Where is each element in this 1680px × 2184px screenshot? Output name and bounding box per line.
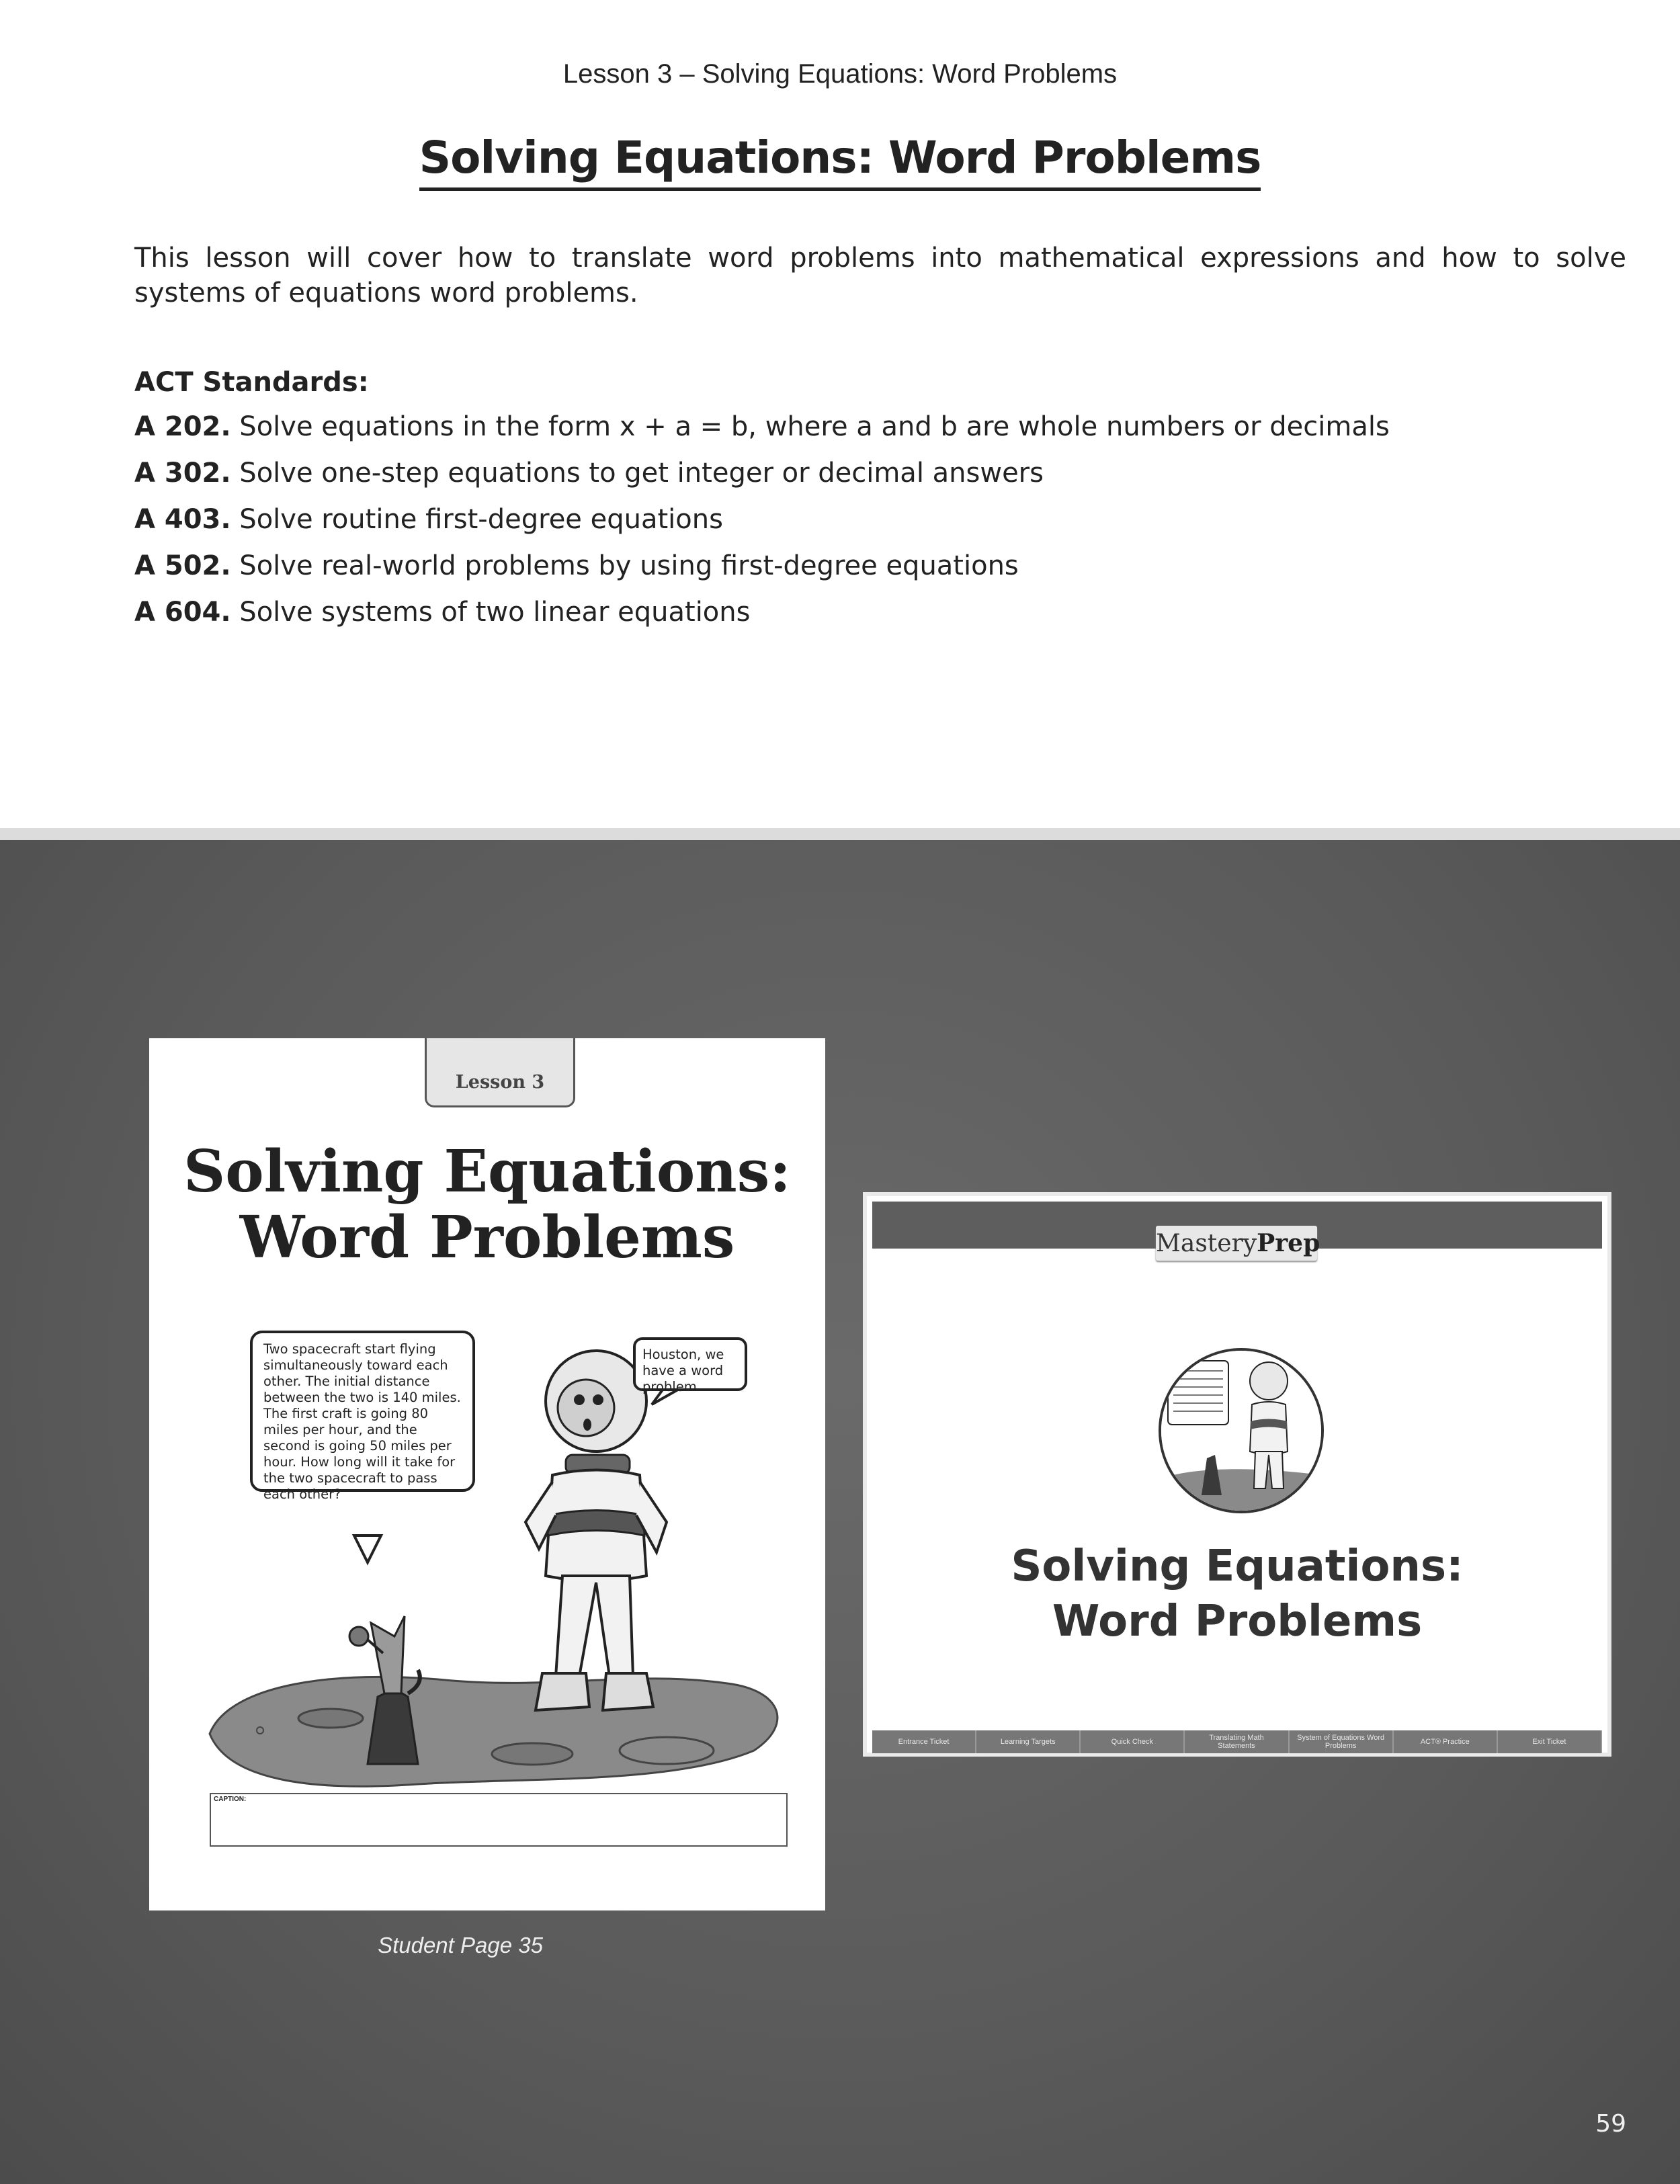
slide-title xyxy=(867,1539,1607,1649)
standard-text: Solve equations in the form x + a = b, where a and b are whole numbers or decimals xyxy=(239,411,1390,442)
standards-list xyxy=(134,410,1390,642)
running-header: Lesson 3 – Solving Equations: Word Problems xyxy=(562,59,1118,89)
student-page-label: Student Page 35 xyxy=(378,1933,543,1958)
standard-item xyxy=(134,595,1390,642)
standard-code: A 502. xyxy=(134,550,231,581)
problem-speech-bubble: Two spacecraft start flying simultaneously toward each other. The initial distance between the two is 140 miles. The first craft is going 80 miles per hour, and the second is going 50 miles per hour. How long will it take for the two spacecraft to pass each other? xyxy=(250,1331,475,1492)
slide-nav-learning-targets[interactable]: Learning Targets xyxy=(976,1730,1081,1753)
standard-text: Solve systems of two linear equations xyxy=(239,597,751,628)
standard-code: A 403. xyxy=(134,504,231,535)
standards-heading: ACT Standards: xyxy=(134,367,369,398)
slide-nav-system-of-equations[interactable]: System of Equations Word Problems xyxy=(1290,1730,1394,1753)
slide-cartoon-image xyxy=(1161,1351,1321,1511)
slide-nav-bar xyxy=(872,1730,1602,1753)
slide-thumbnail xyxy=(863,1192,1611,1757)
page-number: 59 xyxy=(1595,2110,1626,2138)
logo-text-b: Prep xyxy=(1257,1229,1320,1257)
logo-text-a: Mastery xyxy=(1156,1230,1257,1257)
caption-label: CAPTION: xyxy=(214,1796,247,1803)
page-title-wrap xyxy=(0,132,1680,191)
standard-item xyxy=(134,503,1390,549)
houston-speech-bubble: Houston, we have a word problem. xyxy=(633,1337,747,1391)
caption-box xyxy=(210,1793,788,1847)
intro-paragraph: This lesson will cover how to translate word problems into mathematical expressions and how to solve systems of equations word problems. xyxy=(134,243,1626,308)
standard-item xyxy=(134,410,1390,456)
standard-code: A 302. xyxy=(134,458,231,489)
standard-text: Solve real-world problems by using first-degree equations xyxy=(239,550,1019,581)
slide-title-line1: Solving Equations: xyxy=(1011,1542,1464,1591)
slide-cartoon-circle xyxy=(1159,1348,1324,1513)
slide-nav-entrance-ticket[interactable]: Entrance Ticket xyxy=(872,1730,976,1753)
standard-text: Solve one-step equations to get integer or decimal answers xyxy=(239,458,1044,489)
section-divider xyxy=(0,828,1680,840)
student-page-thumbnail xyxy=(149,1038,825,1910)
page-title: Solving Equations: Word Problems xyxy=(419,132,1261,191)
slide-nav-quick-check[interactable]: Quick Check xyxy=(1081,1730,1185,1753)
standard-item xyxy=(134,456,1390,503)
standard-text: Solve routine first-degree equations xyxy=(239,504,723,535)
student-page-title-line2: Word Problems xyxy=(239,1204,735,1271)
student-page-title xyxy=(149,1139,825,1271)
lesson-overview xyxy=(0,0,1680,827)
standard-code: A 604. xyxy=(134,597,231,628)
lesson-tab-label: Lesson 3 xyxy=(455,1072,545,1093)
lesson-tab xyxy=(425,1038,575,1107)
slide-nav-translating-math-statements[interactable]: Translating Math Statements xyxy=(1185,1730,1289,1753)
slide-nav-act-practice[interactable]: ACT® Practice xyxy=(1394,1730,1498,1753)
slide-nav-exit-ticket[interactable]: Exit Ticket xyxy=(1498,1730,1602,1753)
slide-title-line2: Word Problems xyxy=(1052,1597,1423,1646)
student-page-title-line1: Solving Equations: xyxy=(183,1138,791,1206)
masteryprep-logo xyxy=(1156,1226,1320,1261)
standard-item xyxy=(134,549,1390,595)
standard-code: A 202. xyxy=(134,411,231,442)
